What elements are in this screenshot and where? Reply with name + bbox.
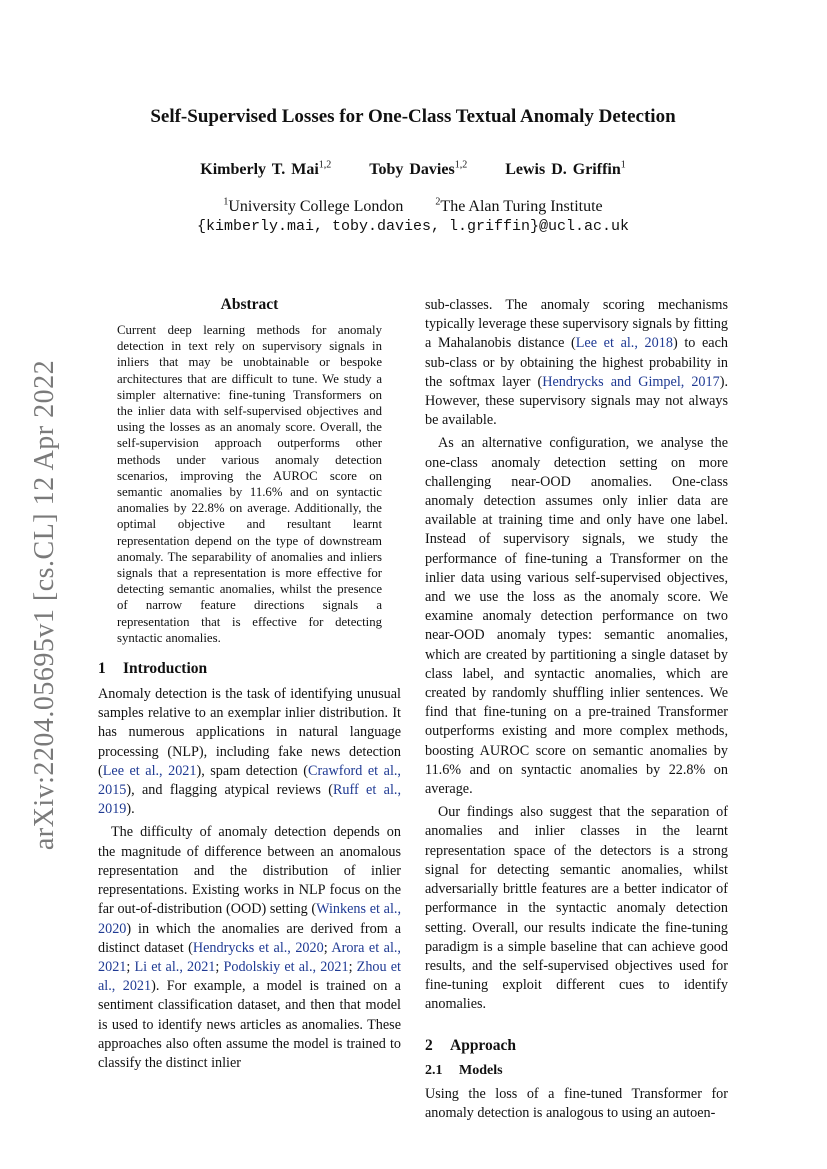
text-run: ). [126, 801, 135, 818]
affiliation-1-name: University College London [228, 198, 404, 216]
citation-link[interactable]: Zhou et al., 2021 [98, 958, 401, 995]
subsection-title: Models [459, 1062, 503, 1078]
text-run: ; [126, 958, 135, 975]
section-number: 2 [425, 1036, 433, 1054]
author-2 [369, 161, 467, 178]
left-column [98, 296, 401, 1073]
citation-link[interactable]: Ruff et al., 2019 [98, 782, 401, 818]
author-1 [200, 161, 331, 178]
citation-link[interactable]: Crawford et al., 2015 [98, 762, 401, 799]
affiliation-1 [223, 198, 403, 215]
paper-title: Self-Supervised Losses for One-Class Textual Anomaly Detection [150, 106, 676, 127]
section-introduction-heading [98, 660, 401, 678]
citation-link[interactable]: Arora et al., 2021 [98, 939, 401, 975]
citation-link[interactable]: Winkens et al., 2020 [98, 901, 402, 937]
affiliation-2-mark: 2 [435, 197, 441, 208]
author-3-name: Lewis D. Griffin [505, 161, 621, 179]
citation-link[interactable]: Podolskiy et al., 2021 [223, 958, 349, 975]
arxiv-identifier-text: arXiv:2204.05695v1 [cs.CL] 12 Apr 2022 [29, 359, 61, 851]
text-run: ), and flagging atypical reviews ( [126, 782, 333, 799]
subsection-number: 2.1 [425, 1062, 443, 1078]
affiliation-list [98, 197, 728, 216]
citation-link[interactable]: Hendrycks and Gimpel, 2017 [542, 373, 720, 390]
author-1-affil: 1,2 [318, 160, 332, 171]
right-paragraph-1 [425, 296, 728, 430]
citation-link[interactable]: Lee et al., 2021 [102, 762, 197, 779]
author-list [98, 160, 728, 179]
text-run: ) in which the anomalies are derived from a distinct dataset ( [98, 920, 401, 956]
citation-link[interactable]: Li et al., 2021 [134, 958, 216, 975]
affiliation-2 [435, 198, 602, 215]
abstract-text: Current deep learning methods for anomaly detection in text rely on supervisory signals in inliers that may be unobtainable or bespoke architectures that are difficult to tune. We study a simpler alternative: fine-tuning Transformers on the inlier data with self-supervised objectives and using the losses as an anomaly score. Overall, the self-supervision approach outperforms other methods under various anomaly detection scenarios, improving the AUROC score on semantic anomalies by 11.6% and on syntactic anomalies by 22.8% on average. Additionally, the optimal objective and resultant learnt representation depend on the type of downstream anomaly. The separability of anomalies and inliers signals that a representation is more effective for detecting semantic anomalies, whilst the presence of narrow feature directions signals a representation that is effective for detecting syntactic anomalies. [117, 323, 382, 645]
text-run: ), spam detection ( [196, 762, 308, 779]
affiliation-1-mark: 1 [223, 197, 229, 208]
arxiv-identifier [29, 359, 61, 851]
text-run: The difficulty of anomaly detection depends on the magnitude of difference between an anomalous representation and the distribution of inlier representations. Existing works in NLP focus on the far out-of-distribution (OOD) setting ( [98, 824, 401, 918]
citation-link[interactable]: Lee et al., 2018 [575, 335, 673, 352]
right-paragraph-4: Using the loss of a fine-tuned Transformer for anomaly detection is analogous to using an autoen- [425, 1085, 728, 1121]
right-paragraph-3: Our findings also suggest that the separation of anomalies and inlier classes in the learnt representation space of the detectors is a strong signal for detecting semantic anomalies, whilst adversarially brittle features are a better indicator of performance in the syntactic anomaly detection setting. Overall, our results indicate the fine-tuning paradigm is a simple baseline that can achieve good results, and the self-supervised objectives used for fine-tuning exploit different cues to identify anomalies. [425, 804, 728, 1013]
text-run: ; [348, 958, 357, 975]
section-title: Introduction [123, 660, 208, 678]
right-column [425, 296, 728, 1123]
text-run: ; [215, 958, 224, 975]
author-1-name: Kimberly T. Mai [200, 161, 319, 179]
affiliation-2-name: The Alan Turing Institute [440, 198, 603, 216]
right-paragraph-2: As an alternative configuration, we analyse the one-class anomaly detection setting on more challenging near-OOD anomalies. One-class anomaly detection assumes only inlier data are available at training time and only have one label. Instead of supervisory signals, we study the performance of fine-tuning a Transformer on the inlier data using various self-supervised objectives, and we use the loss as the anomaly score. We examine anomaly detection performance on two near-OOD anomaly types: semantic anomalies, which are created by partitioning a single dataset by class label, and syntactic anomalies, which are created by randomly shuffling inlier sentences. We find that fine-tuning on a pre-trained Transformer outperforms existing and more complex methods, boosting AUROC score on semantic anomalies by 11.6% and on syntactic anomalies by 22.8% on average. [425, 435, 728, 798]
text-run: sub-classes. The anomaly scoring mechanisms typically leverage these supervisory signals by fitting a Mahalanobis distance ( [425, 297, 728, 352]
text-run: ; [323, 939, 332, 956]
author-emails: {kimberly.mai, toby.davies, l.griffin}@ucl.ac.uk [196, 218, 630, 235]
author-3 [505, 161, 626, 178]
intro-paragraph-2 [98, 823, 401, 1073]
text-run: ) to each sub-class or by obtaining the highest probability in the softmax layer ( [425, 335, 728, 390]
citation-link[interactable]: Hendrycks et al., 2020 [192, 939, 324, 956]
author-3-affil: 1 [620, 160, 626, 171]
section-number: 1 [98, 660, 106, 678]
section-approach-heading [425, 1037, 728, 1055]
subsection-models-heading [425, 1063, 728, 1079]
section-title: Approach [450, 1036, 517, 1054]
text-run: Anomaly detection is the task of identifying unusual samples relative to an exemplar inlier distribution. It has numerous applications in natural language processing (NLP), including fake news detection ( [98, 686, 401, 779]
intro-paragraph-1 [98, 685, 401, 819]
text-run: ). For example, a model is trained on a sentiment classification dataset, and then that model is used to identify news articles as anomalies. These approaches also often assume the model is trained to classify the distinct inlier [98, 978, 401, 1071]
abstract-heading: Abstract [220, 296, 279, 313]
text-run: ). However, these supervisory signals may not always be available. [425, 373, 728, 429]
author-2-affil: 1,2 [454, 160, 468, 171]
author-2-name: Toby Davies [369, 161, 455, 179]
